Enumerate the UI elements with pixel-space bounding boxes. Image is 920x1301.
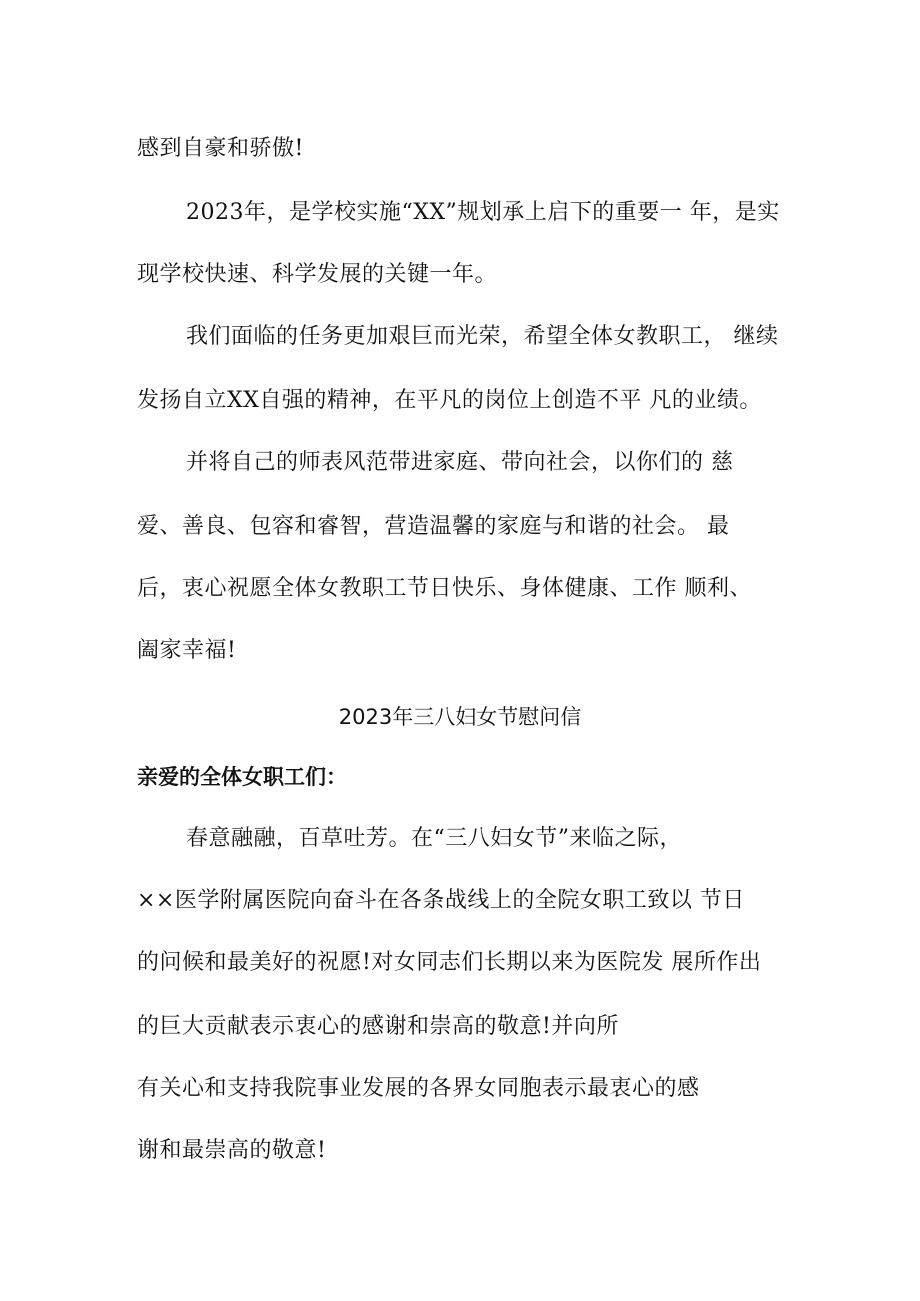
paragraph-line: 后，衷心祝愿全体女教职工节日快乐、身体健康、工作 顺利、 [137,576,752,601]
paragraph-line: 我们面临的任务更加艰巨而光荣，希望全体女教职工， 继续 [186,324,779,349]
paragraph-line: 2023年，是学校实施“XX”规划承上启下的重要一 年，是实 [186,200,780,225]
paragraph-line: 的问候和最美好的祝愿!对女同志们长期以来为医院发 展所作出 [137,950,762,975]
letter-title: 2023年三八妇女节慰问信 [338,705,582,729]
paragraph-line: 谢和最崇高的敬意! [137,1138,327,1163]
paragraph-line: 的巨大贡献表示衷心的感谢和崇高的敬意!并向所 [137,1014,619,1039]
paragraph-line: 阖家幸福! [137,638,237,663]
paragraph-line: 有关心和支持我院事业发展的各界女同胞表示最衷心的感 [137,1076,700,1101]
paragraph-line: 现学校快速、科学发展的关键一年。 [137,262,498,287]
paragraph-line: 发扬自立XX自强的精神，在平凡的岗位上创造不平 凡的业绩。 [137,388,762,413]
letter-salutation: 亲爱的全体女职工们： [137,765,347,789]
paragraph-line: 春意融融，百草吐芳。在“三八妇女节”来临之际， [186,826,682,851]
paragraph-line: ××医学附属医院向奋斗在各条战线上的全院女职工致以 节日 [137,888,745,913]
paragraph-line: 并将自己的师表风范带进家庭、带向社会，以你们的 慈 [186,450,734,475]
paragraph-line: 感到自豪和骄傲! [137,136,304,161]
paragraph-line: 爱、善良、包容和睿智，营造温馨的家庭与和谐的社会。 最 [137,514,730,539]
